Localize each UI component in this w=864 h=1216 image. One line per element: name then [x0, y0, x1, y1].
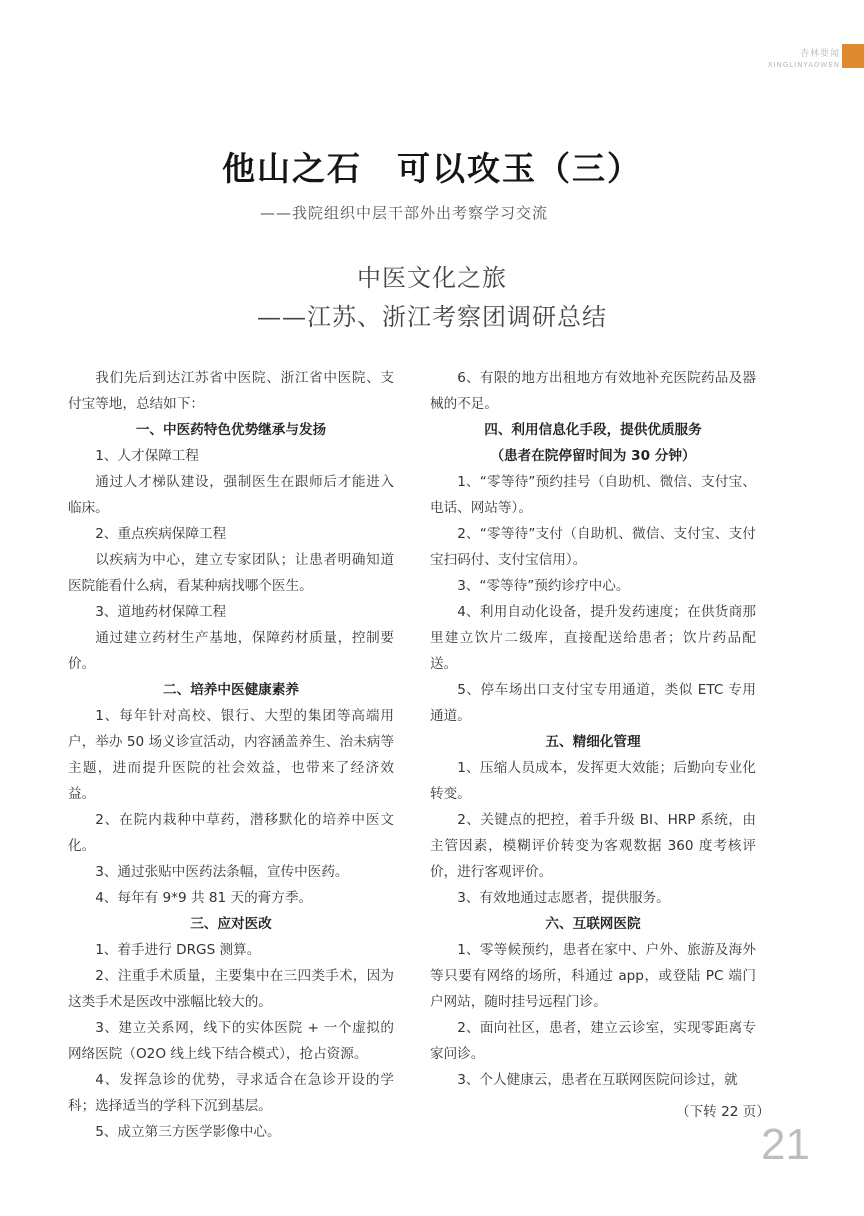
paragraph: 2、关键点的把控，着手升级 BI、HRP 系统，由主管因素，模糊评价转变为客观数据 360 度考核评价，进行客观评价。	[430, 812, 756, 880]
paragraph: 6、有限的地方出租地方有效地补充医院药品及器械的不足。	[430, 370, 756, 412]
brand-name-cn: 杏林要闻	[799, 49, 840, 59]
paragraph: 3、个人健康云，患者在互联网医院问诊过，就	[457, 1072, 738, 1088]
section-heading: 一、中医药特色优势继承与发扬	[135, 422, 327, 438]
paragraph: 3、道地药材保障工程	[95, 604, 227, 620]
paragraph: 3、通过张贴中医药法条幅，宣传中医药。	[95, 864, 349, 880]
section-heading: 三、应对医改	[190, 916, 272, 932]
paragraph: 2、“零等待”支付（自助机、微信、支付宝、支付宝扫码付、支付宝信用）。	[430, 526, 756, 568]
page-subtitle: ——我院组织中层干部外出考察学习交流	[260, 204, 549, 222]
paragraph: 4、发挥急诊的优势，寻求适合在急诊开设的学科；选择适当的学科下沉到基层。	[68, 1072, 394, 1114]
paragraph: 1、压缩人员成本，发挥更大效能；后勤向专业化转变。	[430, 760, 756, 802]
paragraph: 3、“零等待”预约诊疗中心。	[457, 578, 630, 594]
paragraph: 以疾病为中心，建立专家团队；让患者明确知道医院能看什么病，看某种病找哪个医生。	[68, 552, 394, 594]
paragraph: 5、停车场出口支付宝专用通道，类似 ETC 专用通道。	[430, 682, 756, 724]
paragraph: 4、每年有 9*9 共 81 天的膏方季。	[95, 890, 313, 906]
page-number: 21	[761, 1120, 810, 1169]
section-heading: 五、精细化管理	[545, 734, 641, 750]
paragraph: 5、成立第三方医学影像中心。	[95, 1124, 281, 1140]
paragraph: 2、面向社区，患者，建立云诊室，实现零距离专家问诊。	[430, 1020, 756, 1062]
paragraph: 2、在院内栽种中草药，潜移默化的培养中医文化。	[68, 812, 394, 854]
left-column	[68, 365, 394, 1145]
article-subheading: ——江苏、浙江考察团调研总结	[257, 303, 607, 331]
paragraph: 2、重点疾病保障工程	[95, 526, 227, 542]
right-column	[430, 365, 756, 1093]
page-title: 他山之石 可以攻玉（三）	[222, 149, 642, 188]
paragraph: 3、建立关系网，线下的实体医院 + 一个虚拟的网络医院（O2O 线上线下结合模式），抢占资源。	[68, 1020, 394, 1062]
header-brand	[768, 46, 840, 69]
paragraph: 2、注重手术质量，主要集中在三四类手术，因为这类手术是医改中涨幅比较大的。	[68, 968, 394, 1010]
paragraph: 3、有效地通过志愿者，提供服务。	[457, 890, 670, 906]
paragraph: 4、利用自动化设备，提升发药速度；在供货商那里建立饮片二级库，直接配送给患者；饮片药品配送。	[430, 604, 756, 672]
section-heading: 二、培养中医健康素养	[163, 682, 299, 698]
paragraph: 1、着手进行 DRGS 测算。	[95, 942, 261, 958]
continue-note: （下转 22 页）	[676, 1104, 770, 1120]
paragraph: 通过人才梯队建设，强制医生在跟师后才能进入临床。	[68, 474, 394, 516]
section-heading: 六、互联网医院	[545, 916, 641, 932]
paragraph: 通过建立药材生产基地，保障药材质量，控制要价。	[68, 630, 394, 672]
paragraph: 1、零等候预约，患者在家中、户外、旅游及海外等只要有网络的场所，科通过 app，或登陆 PC 端门户网站，随时挂号远程门诊。	[430, 942, 756, 1010]
paragraph: 1、每年针对高校、银行、大型的集团等高端用户，举办 50 场义诊宣活动，内容涵盖养生、治未病等主题，进而提升医院的社会效益，也带来了经济效益。	[68, 708, 394, 802]
section-heading: 四、利用信息化手段，提供优质服务	[484, 422, 702, 438]
section-heading: （患者在院停留时间为 30 分钟）	[490, 448, 696, 464]
section-tab	[842, 44, 864, 68]
paragraph: 1、“零等待”预约挂号（自助机、微信、支付宝、电话、网站等）。	[430, 474, 756, 516]
paragraph: 1、人才保障工程	[95, 448, 199, 464]
paragraph: 我们先后到达江苏省中医院、浙江省中医院、支付宝等地，总结如下：	[68, 370, 394, 412]
article-heading: 中医文化之旅	[357, 264, 507, 292]
brand-name-en: XINGLINYAOWEN	[767, 61, 840, 69]
